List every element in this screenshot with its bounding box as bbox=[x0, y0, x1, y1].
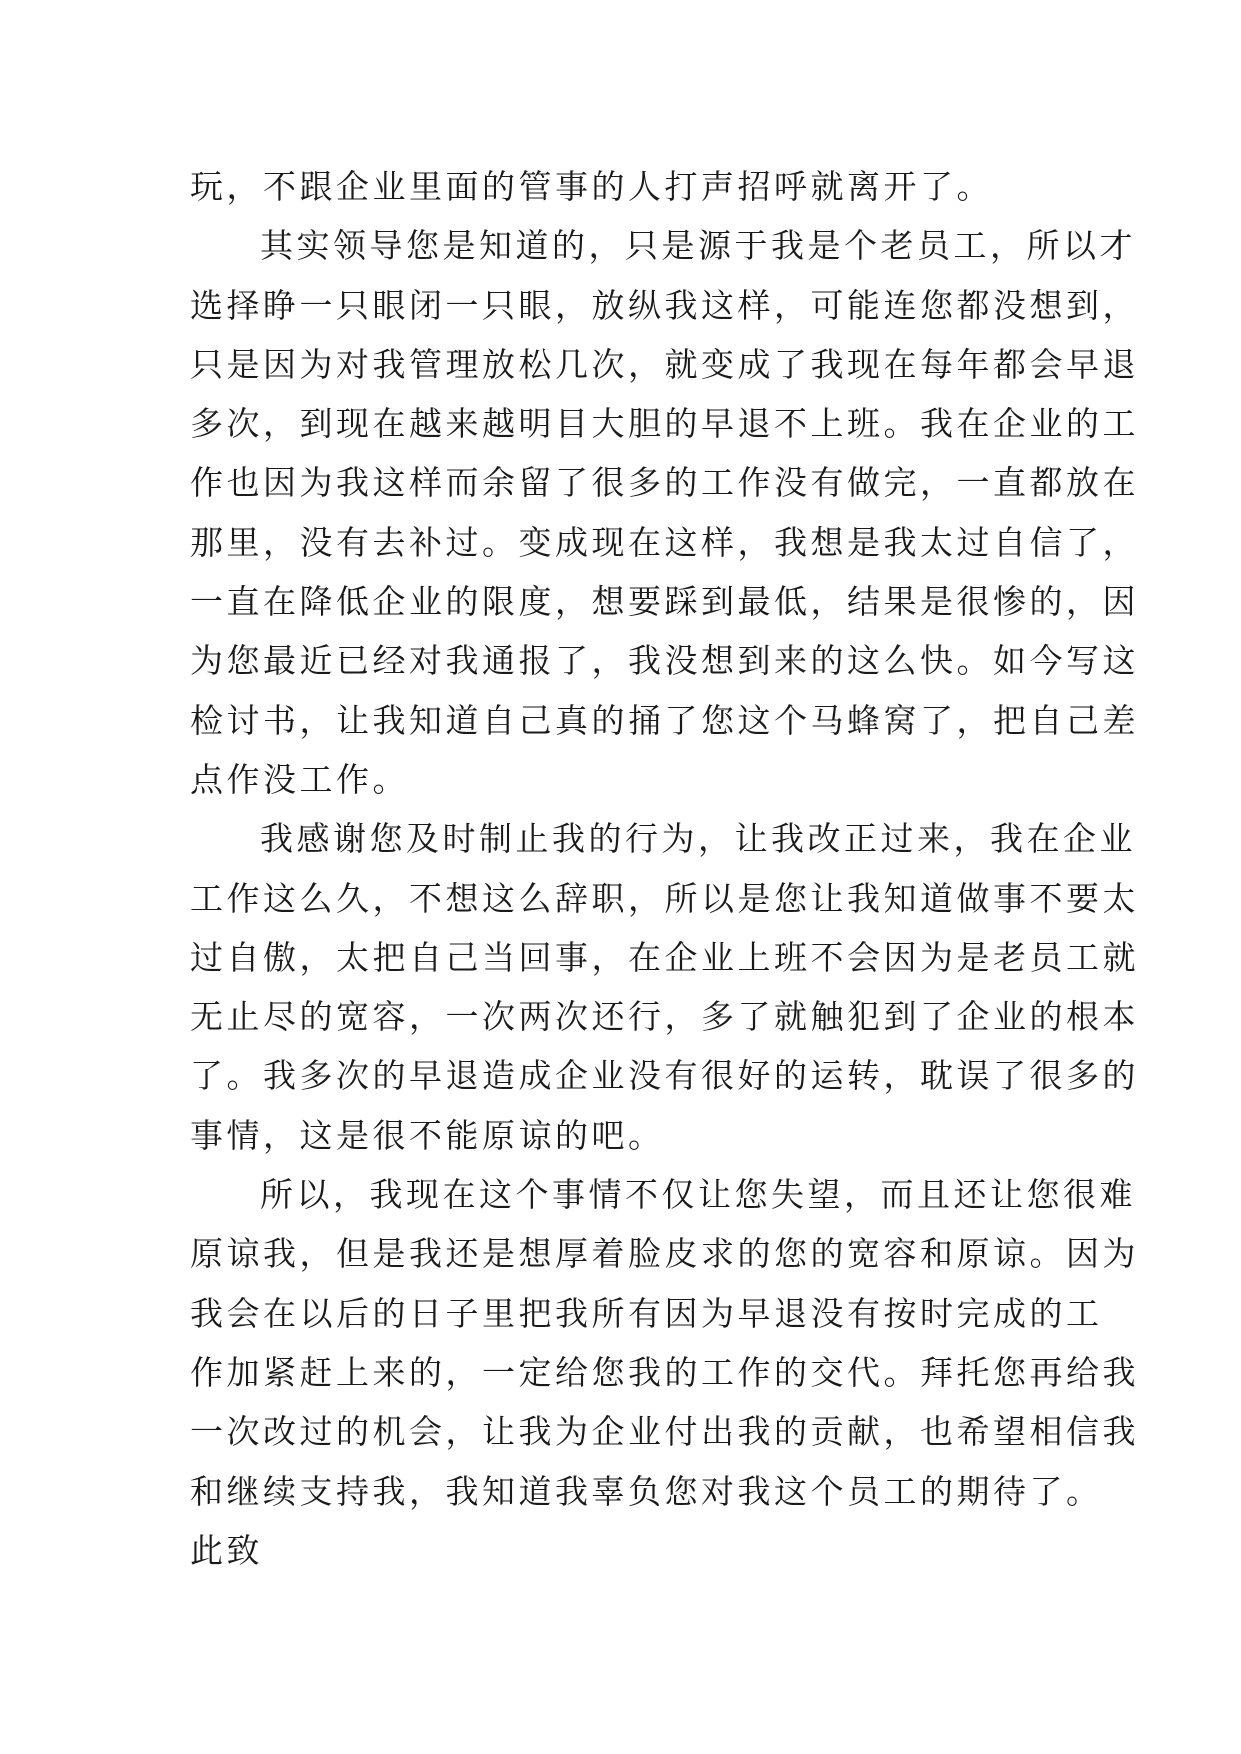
text-line: 检讨书，让我知道自己真的捅了您这个马蜂窝了，把自己差 bbox=[190, 700, 1139, 740]
text-line: 一次改过的机会，让我为企业付出我的贡献，也希望相信我 bbox=[190, 1412, 1139, 1452]
text-line: 那里，没有去补过。变成现在这样，我想是我太过自信了， bbox=[190, 522, 1139, 562]
text-line: 我会在以后的日子里把我所有因为早退没有按时完成的工 bbox=[190, 1293, 1103, 1333]
text-line: 我感谢您及时制止我的行为，让我改正过来，我在企业 bbox=[260, 819, 1136, 859]
text-line: 工作这么久，不想这么辞职，所以是您让我知道做事不要太 bbox=[190, 878, 1139, 918]
text-line: 点作没工作。 bbox=[190, 759, 409, 799]
text-line: 无止尽的宽容，一次两次还行，多了就触犯到了企业的根本 bbox=[190, 997, 1139, 1037]
text-line: 为您最近已经对我通报了，我没想到来的这么快。如今写这 bbox=[190, 641, 1139, 681]
text-line: 原谅我，但是我还是想厚着脸皮求的您的宽容和原谅。因为 bbox=[190, 1234, 1139, 1274]
text-line: 作也因为我这样而余留了很多的工作没有做完，一直都放在 bbox=[190, 463, 1139, 503]
text-line: 多次，到现在越来越明目大胆的早退不上班。我在企业的工 bbox=[190, 404, 1139, 444]
text-line: 所以，我现在这个事情不仅让您失望，而且还让您很难 bbox=[260, 1175, 1136, 1215]
text-line: 了。我多次的早退造成企业没有很好的运转，耽误了很多的 bbox=[190, 1056, 1139, 1096]
text-line: 一直在降低企业的限度，想要踩到最低，结果是很惨的，因 bbox=[190, 582, 1139, 622]
text-line: 事情，这是很不能原谅的吧。 bbox=[190, 1115, 665, 1155]
text-line: 和继续支持我，我知道我辜负您对我这个员工的期待了。 bbox=[190, 1471, 1103, 1511]
document-body bbox=[190, 157, 1139, 1580]
text-line: 只是因为对我管理放松几次，就变成了我现在每年都会早退 bbox=[190, 344, 1139, 384]
text-line: 选择睁一只眼闭一只眼，放纵我这样，可能连您都没想到， bbox=[190, 285, 1139, 325]
closing-salutation: 此致 bbox=[190, 1530, 263, 1570]
text-line: 玩，不跟企业里面的管事的人打声招呼就离开了。 bbox=[190, 167, 993, 206]
text-line: 作加紧赶上来的，一定给您我的工作的交代。拜托您再给我 bbox=[190, 1352, 1139, 1392]
text-line: 其实领导您是知道的，只是源于我是个老员工，所以才 bbox=[260, 226, 1136, 266]
text-line: 过自傲，太把自己当回事，在企业上班不会因为是老员工就 bbox=[190, 937, 1139, 977]
